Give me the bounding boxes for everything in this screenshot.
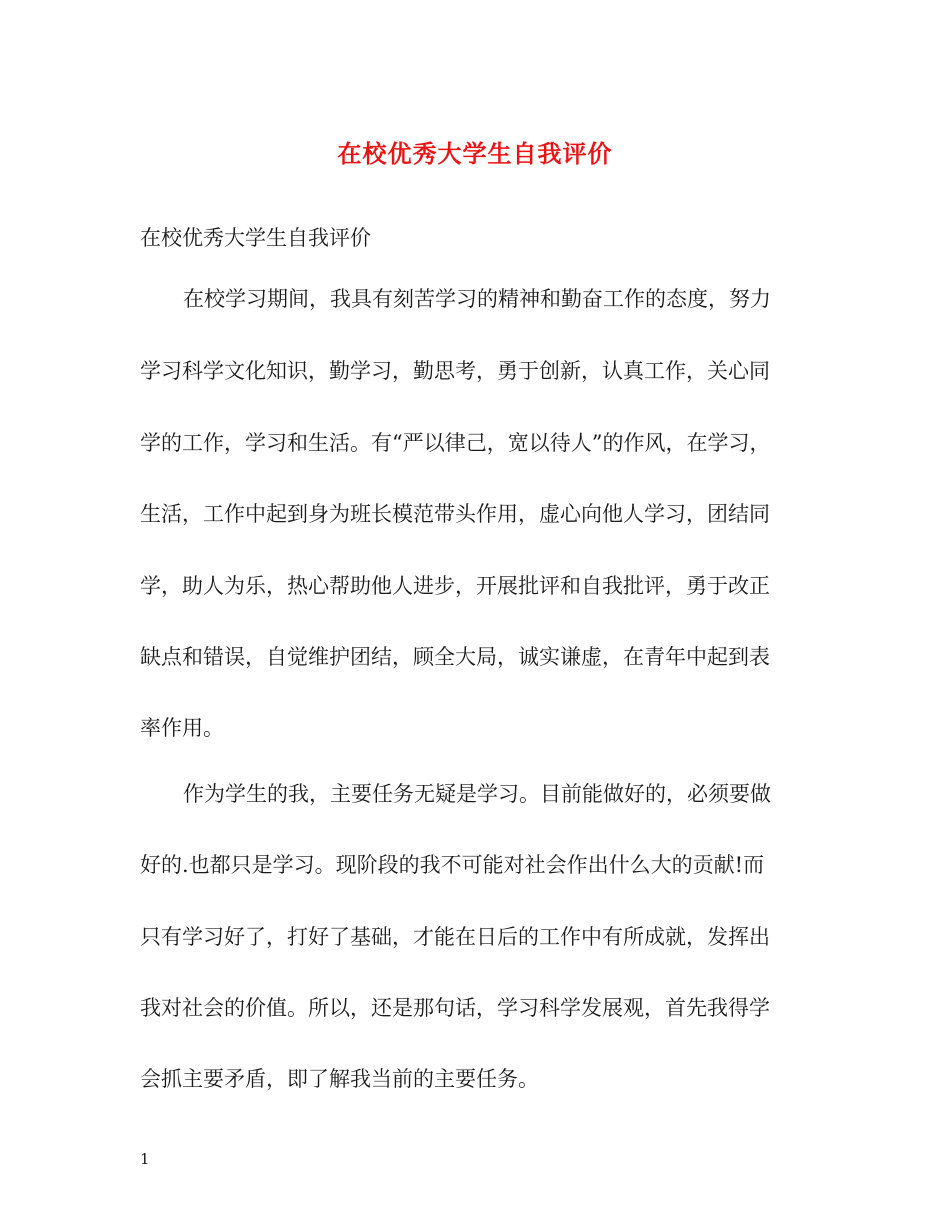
paragraph-line: 率作用。 bbox=[140, 716, 224, 740]
paragraph-line: 学，助人为乐，热心帮助他人进步，开展批评和自我批评，勇于改正 bbox=[140, 574, 770, 598]
document-subtitle: 在校优秀大学生自我评价 bbox=[140, 226, 371, 250]
page-number: 1 bbox=[140, 1150, 150, 1168]
paragraph-line: 作为学生的我，主要任务无疑是学习。目前能做好的，必须要做 bbox=[183, 782, 771, 806]
paragraph-line: 在校学习期间，我具有刻苦学习的精神和勤奋工作的态度，努力 bbox=[183, 287, 771, 311]
paragraph-line: 学习科学文化知识，勤学习，勤思考，勇于创新，认真工作，关心同 bbox=[140, 359, 770, 383]
paragraph-line: 生活，工作中起到身为班长模范带头作用，虚心向他人学习，团结同 bbox=[140, 502, 770, 526]
paragraph-line: 学的工作，学习和生活。有“严以律己，宽以待人”的作风，在学习， bbox=[140, 431, 771, 455]
paragraph-line: 缺点和错误，自觉维护团结，顾全大局，诚实谦虚，在青年中起到表 bbox=[140, 645, 770, 669]
paragraph-line: 我对社会的价值。所以，还是那句话，学习科学发展观，首先我得学 bbox=[140, 996, 770, 1020]
document-title: 在校优秀大学生自我评价 bbox=[337, 139, 613, 168]
paragraph-line: 好的.也都只是学习。现阶段的我不可能对社会作出什么大的贡献!而 bbox=[140, 853, 765, 877]
paragraph-line: 只有学习好了，打好了基础，才能在日后的工作中有所成就，发挥出 bbox=[140, 925, 770, 949]
paragraph-line: 会抓主要矛盾，即了解我当前的主要任务。 bbox=[140, 1067, 539, 1091]
